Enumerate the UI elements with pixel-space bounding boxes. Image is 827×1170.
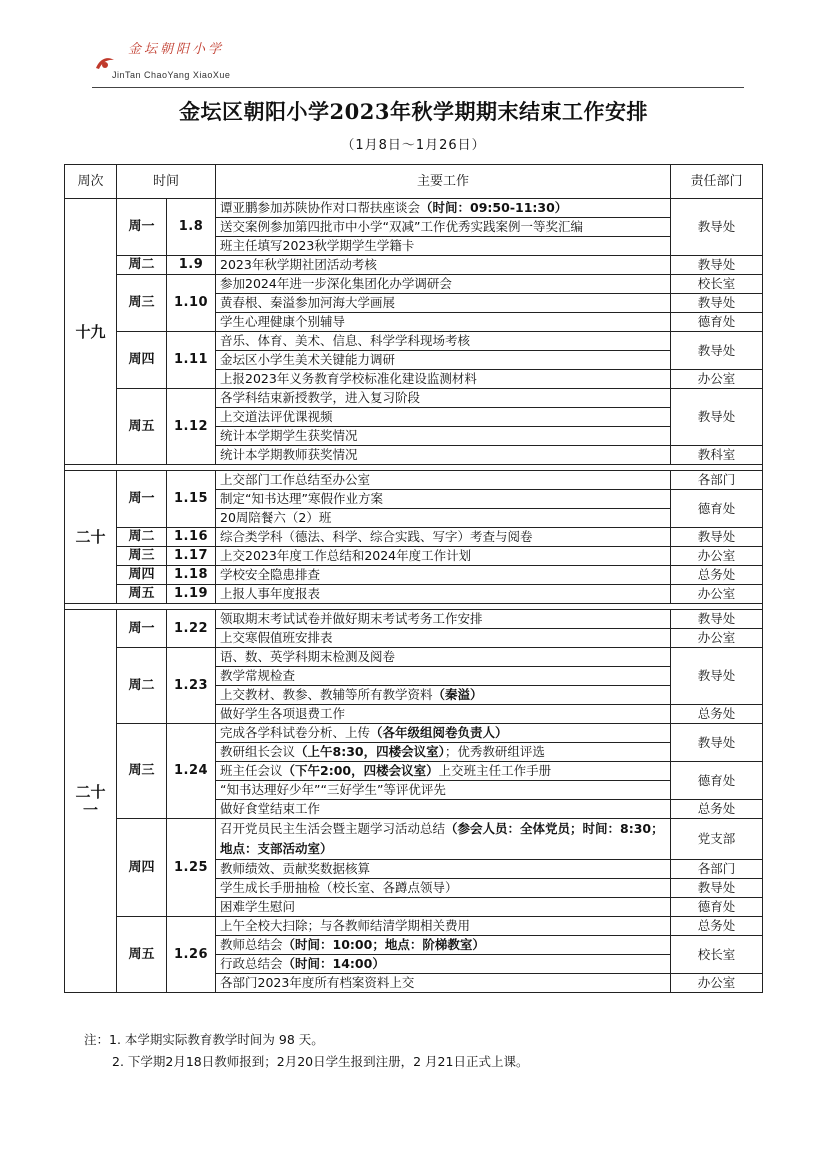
date-label: 1.23 [167,648,216,724]
task-text: 金坛区小学生美术关键能力调研 [220,352,396,367]
day-label: 周三 [117,275,167,332]
task-cell [216,917,671,936]
task-cell [216,218,671,237]
task-text: 学生成长手册抽检（校长室、各蹲点领导） [220,880,458,895]
table-row [65,199,763,218]
task-cell [216,936,671,955]
day-label: 周二 [117,256,167,275]
task-cell [216,351,671,370]
task-text: 黄春根、秦溢参加河海大学画展 [220,295,396,310]
dept-cell: 总务处 [671,800,763,819]
date-label: 1.8 [167,199,216,256]
task-cell [216,974,671,993]
task-text: 召开党员民主生活会暨主题学习活动总结 [220,821,446,836]
dept-cell: 教导处 [671,724,763,762]
task-text: 学生心理健康个别辅导 [220,314,346,329]
task-cell [216,313,671,332]
day-label: 周一 [117,471,167,528]
table-row [65,819,763,860]
notes-block [84,1029,528,1073]
dept-cell: 教导处 [671,879,763,898]
dept-cell: 总务处 [671,566,763,585]
day-label: 周二 [117,528,167,547]
task-text: 上报2023年义务教育学校标准化建设监测材料 [220,371,477,386]
task-text: 上午全校大扫除；与各教师结清学期相关费用 [220,918,471,933]
day-label: 周四 [117,566,167,585]
date-label: 1.26 [167,917,216,993]
task-text: 教学常规检查 [220,668,296,683]
header-task: 主要工作 [216,165,671,199]
day-label: 周二 [117,648,167,724]
task-cell [216,446,671,465]
day-label: 周一 [117,199,167,256]
table-row [65,648,763,667]
task-cell [216,800,671,819]
task-text: “知书达理好少年”“三好学生”等评优评先 [220,782,446,797]
date-label: 1.16 [167,528,216,547]
task-text: 上交2023年度工作总结和2024年度工作计划 [220,548,472,563]
dept-cell: 德育处 [671,762,763,800]
task-text: 完成各学科试卷分析、上传 [220,725,371,740]
task-cell [216,408,671,427]
day-label: 周四 [117,819,167,917]
task-text: 班主任填写2023秋学期学生学籍卡 [220,238,415,253]
logo-script-text: 金坛朝阳小学 [128,42,225,57]
dept-cell: 教导处 [671,256,763,275]
task-emphasis: （时间：09:50-11:30） [420,200,568,215]
task-cell [216,528,671,547]
task-cell [216,427,671,446]
task-cell [216,471,671,490]
task-text: 综合类学科（德法、科学、综合实践、写字）考查与阅卷 [220,529,533,544]
dept-cell: 各部门 [671,471,763,490]
task-cell [216,585,671,604]
task-cell [216,898,671,917]
task-cell [216,332,671,351]
task-cell [216,743,671,762]
dept-cell: 教导处 [671,528,763,547]
table-row [65,610,763,629]
table-row [65,256,763,275]
task-cell [216,762,671,781]
table-row [65,389,763,408]
day-label: 周四 [117,332,167,389]
table-row [65,547,763,566]
task-text: 教师总结会 [220,937,283,952]
task-cell [216,389,671,408]
task-cell [216,686,671,705]
note-line-1 [84,1029,528,1051]
dept-cell: 教导处 [671,648,763,705]
day-label: 周五 [117,585,167,604]
task-text: 教研组长会议 [220,744,296,759]
date-label: 1.18 [167,566,216,585]
table-row [65,332,763,351]
table-row [65,724,763,743]
task-cell [216,199,671,218]
week-label: 十九 [65,199,117,465]
task-text: 上交部门工作总结至办公室 [220,472,371,487]
task-cell [216,547,671,566]
task-cell [216,705,671,724]
task-emphasis: （各年级组阅卷负责人） [370,725,508,740]
task-text: 各学科结束新授教学，进入复习阶段 [220,390,421,405]
task-text: 行政总结会 [220,956,283,971]
task-cell [216,610,671,629]
document-date-range: （1月8日～1月26日） [341,138,486,153]
dept-cell: 德育处 [671,313,763,332]
task-emphasis: （时间：10:00；地点：阶梯教室） [282,937,485,952]
task-text: 上交道法评优课视频 [220,409,333,424]
dept-cell: 各部门 [671,860,763,879]
dept-cell: 德育处 [671,490,763,528]
task-text: 上交教材、教参、教辅等所有教学资料 [220,687,433,702]
task-text: 统计本学期教师获奖情况 [220,447,358,462]
task-cell [216,294,671,313]
document-title: 金坛区朝阳小学2023年秋学期期末结束工作安排 [179,99,648,124]
task-text: 上报人事年度报表 [220,586,321,601]
date-label: 1.12 [167,389,216,465]
task-text: 20周陪餐六（2）班 [220,510,332,525]
day-label: 周五 [117,917,167,993]
dept-cell: 教导处 [671,610,763,629]
note-item-1: 1. 本学期实际教育教学时间为 98 天。 [109,1032,324,1047]
task-text: 做好食堂结束工作 [220,801,321,816]
task-cell [216,667,671,686]
task-cell [216,256,671,275]
note-item-2: 2. 下学期2月18日教师报到；2月20日学生报到注册，2 月21日正式上课。 [112,1054,529,1069]
task-cell [216,237,671,256]
dept-cell: 办公室 [671,585,763,604]
task-text-after: ；优秀教研组评选 [444,744,545,759]
task-text: 谭亚鹏参加苏陕协作对口帮扶座谈会 [220,200,421,215]
table-row [65,471,763,490]
header-week: 周次 [65,165,117,199]
task-cell [216,819,671,860]
note-line-2 [84,1051,528,1073]
day-label: 周一 [117,610,167,648]
date-label: 1.15 [167,471,216,528]
task-text: 2023年秋学期社团活动考核 [220,257,377,272]
dept-cell: 校长室 [671,275,763,294]
task-emphasis: （下午2:00，四楼会议室） [282,763,439,778]
task-emphasis: （时间：14:00） [282,956,385,971]
dept-cell: 教导处 [671,294,763,313]
logo-subtitle: JinTan ChaoYang XiaoXue [112,70,231,80]
task-text: 统计本学期学生获奖情况 [220,428,358,443]
task-text: 上交寒假值班安排表 [220,630,333,645]
school-logo [92,38,272,86]
task-text: 教师绩效、贡献奖数据核算 [220,861,371,876]
task-cell [216,566,671,585]
table-row [65,566,763,585]
table-row [65,585,763,604]
dept-cell: 教导处 [671,332,763,370]
table-header-row [65,165,763,199]
task-text: 做好学生各项退费工作 [220,706,346,721]
task-cell [216,860,671,879]
week-label: 二十 [65,471,117,604]
task-cell [216,724,671,743]
table-row [65,917,763,936]
table-row [65,528,763,547]
date-label: 1.22 [167,610,216,648]
header-time: 时间 [117,165,216,199]
date-label: 1.17 [167,547,216,566]
table-row [65,275,763,294]
task-emphasis: （上午8:30，四楼会议室） [295,744,445,759]
task-text: 领取期末考试试卷并做好期末考试考务工作安排 [220,611,483,626]
date-label: 1.19 [167,585,216,604]
dept-cell: 教导处 [671,199,763,256]
task-text: 各部门2023年度所有档案资料上交 [220,975,415,990]
task-emphasis: （参会人员：全体党员；时间：8:30；地点：支部活动室） [220,821,664,856]
date-label: 1.25 [167,819,216,917]
header-divider [92,87,744,88]
task-cell [216,781,671,800]
task-text: 制定“知书达理”寒假作业方案 [220,491,383,506]
task-text: 困难学生慰问 [220,899,296,914]
dept-cell: 总务处 [671,917,763,936]
task-text: 语、数、英学科期末检测及阅卷 [220,649,396,664]
dept-cell: 总务处 [671,705,763,724]
schedule-table [64,164,763,993]
task-text: 送交案例参加第四批市中小学“双减”工作优秀实践案例一等奖汇编 [220,219,583,234]
date-label: 1.24 [167,724,216,819]
dept-cell: 办公室 [671,370,763,389]
date-label: 1.10 [167,275,216,332]
task-cell [216,648,671,667]
task-cell [216,879,671,898]
date-label: 1.11 [167,332,216,389]
day-label: 周三 [117,724,167,819]
dept-cell: 校长室 [671,936,763,974]
week-label: 二十一 [65,610,117,993]
task-text: 班主任会议 [220,763,283,778]
task-text: 学校安全隐患排查 [220,567,321,582]
task-cell [216,509,671,528]
task-text: 参加2024年进一步深化集团化办学调研会 [220,276,452,291]
date-label: 1.9 [167,256,216,275]
dept-cell: 办公室 [671,629,763,648]
task-cell [216,955,671,974]
day-label: 周五 [117,389,167,465]
task-cell [216,629,671,648]
task-cell [216,490,671,509]
task-text-after: 上交班主任工作手册 [438,763,552,778]
dept-cell: 党支部 [671,819,763,860]
task-cell [216,370,671,389]
dept-cell: 教导处 [671,389,763,446]
day-label: 周三 [117,547,167,566]
header-dept: 责任部门 [671,165,763,199]
task-emphasis: （秦溢） [432,687,483,702]
task-cell [216,275,671,294]
dept-cell: 办公室 [671,974,763,993]
dept-cell: 德育处 [671,898,763,917]
notes-label: 注： [84,1032,110,1047]
task-text: 音乐、体育、美术、信息、科学学科现场考核 [220,333,471,348]
dept-cell: 办公室 [671,547,763,566]
dept-cell: 教科室 [671,446,763,465]
